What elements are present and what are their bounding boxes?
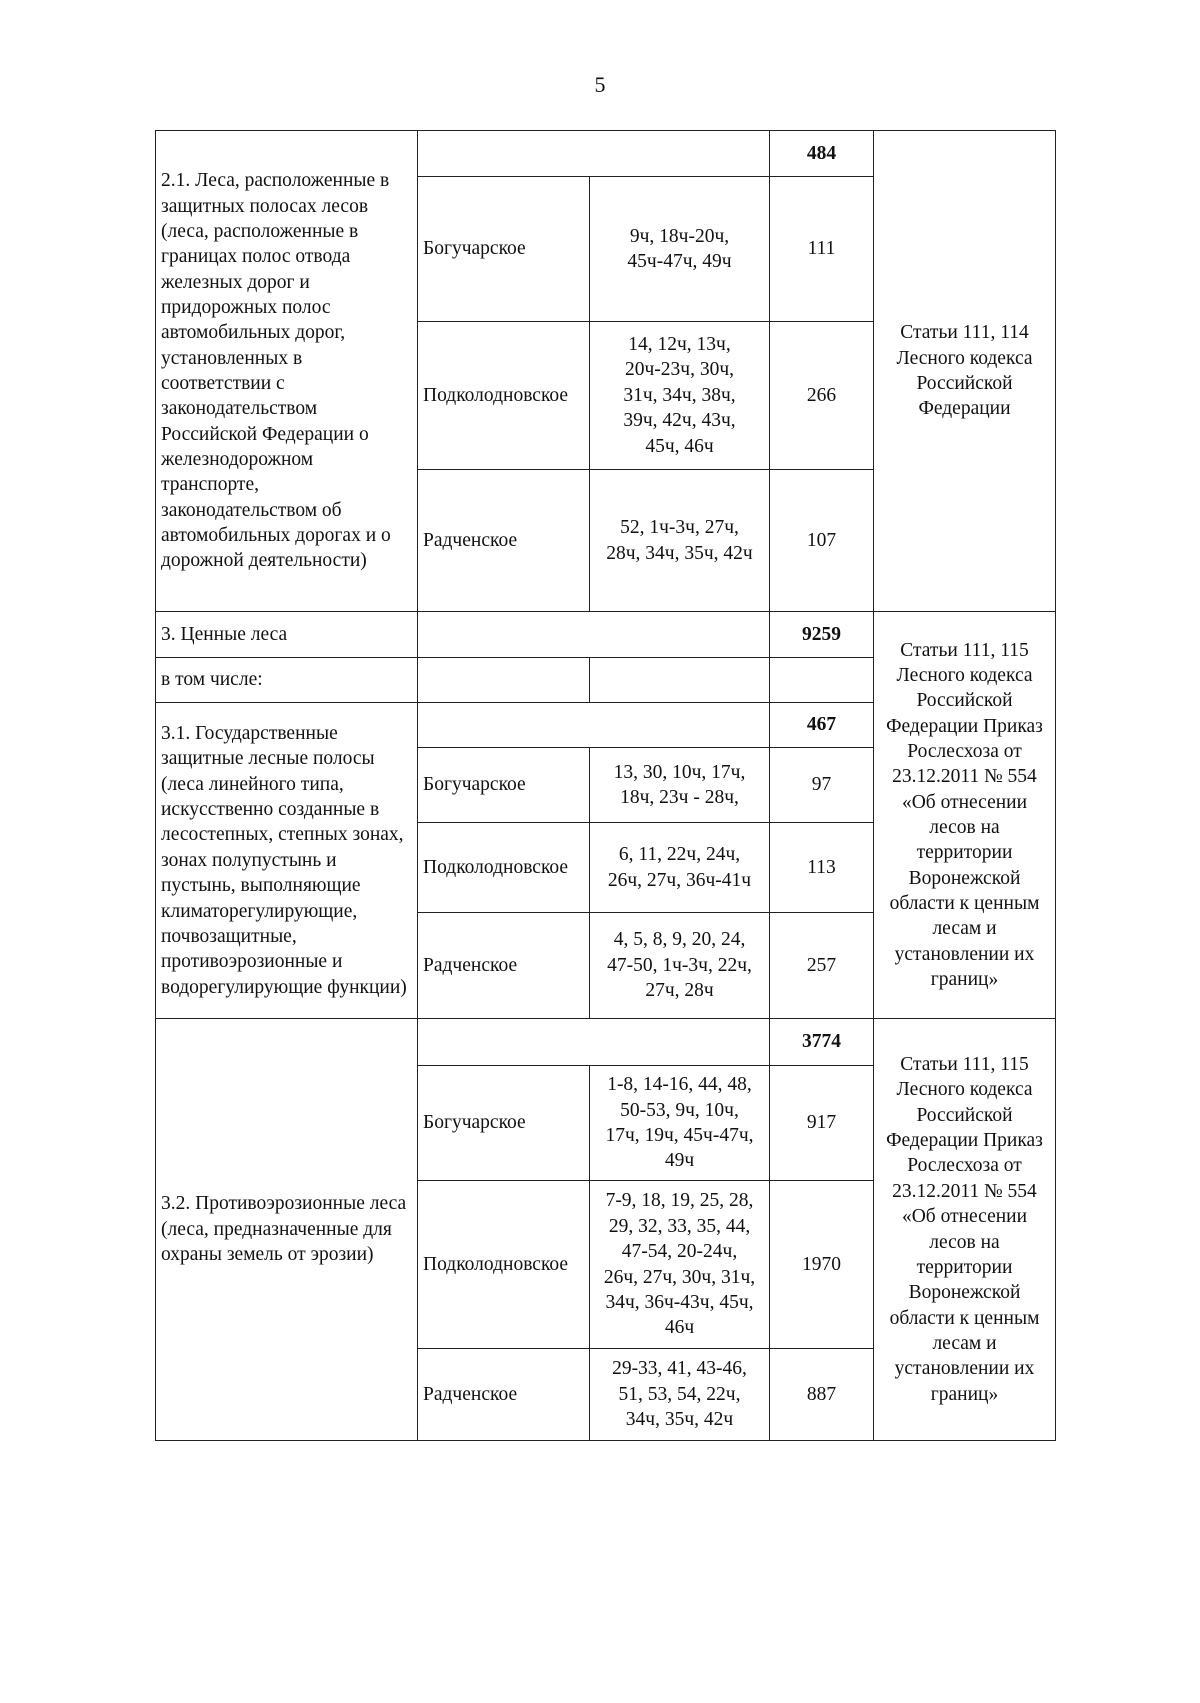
empty-cell bbox=[418, 658, 590, 703]
legal-basis-cell: Статьи 111, 115 Лесного кодекса Российской Федерации Приказ Рослесхоза от 23.12.2011 № 554 «Об отнесении лесов на территории Воронежской области к ценным лесам и установлении их границ» bbox=[874, 1019, 1056, 1441]
table-row bbox=[156, 131, 1056, 177]
area-cell: 1970 bbox=[770, 1181, 874, 1349]
area-cell: 97 bbox=[770, 748, 874, 823]
area-cell: 107 bbox=[770, 470, 874, 612]
quarters-cell: 4, 5, 8, 9, 20, 24, 47-50, 1ч-3ч, 22ч, 27ч, 28ч bbox=[590, 913, 770, 1019]
area-cell: 917 bbox=[770, 1066, 874, 1181]
forestry-cell: Богучарское bbox=[418, 1066, 590, 1181]
forestry-cell: Радченское bbox=[418, 913, 590, 1019]
quarters-cell: 6, 11, 22ч, 24ч, 26ч, 27ч, 36ч-41ч bbox=[590, 823, 770, 913]
quarters-cell: 14, 12ч, 13ч, 20ч-23ч, 30ч, 31ч, 34ч, 38ч, 39ч, 42ч, 43ч, 45ч, 46ч bbox=[590, 322, 770, 470]
legal-basis-cell: Статьи 111, 114 Лесного кодекса Российской Федерации bbox=[874, 131, 1056, 612]
category-cell: 3.2. Противоэрозионные леса (леса, предназначенные для охраны земель от эрозии) bbox=[156, 1019, 418, 1441]
total-area-cell: 3774 bbox=[770, 1019, 874, 1066]
quarters-cell: 1-8, 14-16, 44, 48, 50-53, 9ч, 10ч, 17ч, 19ч, 45ч-47ч, 49ч bbox=[590, 1066, 770, 1181]
page-number: 5 bbox=[594, 72, 606, 97]
forestry-cell: Подколодновское bbox=[418, 322, 590, 470]
area-cell: 113 bbox=[770, 823, 874, 913]
quarters-cell: 9ч, 18ч-20ч, 45ч-47ч, 49ч bbox=[590, 177, 770, 322]
forestry-cell: Подколодновское bbox=[418, 1181, 590, 1349]
empty-cell bbox=[590, 658, 770, 703]
table-row bbox=[156, 612, 1056, 658]
forestry-cell: Радченское bbox=[418, 470, 590, 612]
empty-cell bbox=[770, 658, 874, 703]
area-cell: 111 bbox=[770, 177, 874, 322]
quarters-cell: 13, 30, 10ч, 17ч, 18ч, 23ч - 28ч, bbox=[590, 748, 770, 823]
quarters-cell: 29-33, 41, 43-46, 51, 53, 54, 22ч, 34ч, 35ч, 42ч bbox=[590, 1349, 770, 1441]
total-area-cell: 467 bbox=[770, 703, 874, 748]
category-cell: 3.1. Государственные защитные лесные полосы (леса линейного типа, искусственно созданные в лесостепных, степных зонах, зонах полупустынь и пустынь, выполняющие климаторегулирующие, почвозащитные, противоэрозионные и водорегулирующие функции) bbox=[156, 703, 418, 1019]
forest-table bbox=[155, 130, 1056, 1441]
including-label: в том числе: bbox=[156, 658, 418, 703]
empty-cell bbox=[418, 131, 770, 177]
forestry-cell: Радченское bbox=[418, 1349, 590, 1441]
empty-cell bbox=[418, 1019, 770, 1066]
quarters-cell: 52, 1ч-3ч, 27ч, 28ч, 34ч, 35ч, 42ч bbox=[590, 470, 770, 612]
forestry-cell: Подколодновское bbox=[418, 823, 590, 913]
category-cell: 2.1. Леса, расположенные в защитных полосах лесов (леса, расположенные в границах полос отвода железных дорог и придорожных полос автомобильных дорог, установленных в соответствии с законодательством Российской Федерации о железнодорожном транспорте, законодательством об автомобильных дорогах и о дорожной деятельности) bbox=[156, 131, 418, 612]
forestry-cell: Богучарское bbox=[418, 748, 590, 823]
area-cell: 887 bbox=[770, 1349, 874, 1441]
empty-cell bbox=[418, 612, 770, 658]
total-area-cell: 9259 bbox=[770, 612, 874, 658]
empty-cell bbox=[418, 703, 770, 748]
forestry-cell: Богучарское bbox=[418, 177, 590, 322]
category-cell: 3. Ценные леса bbox=[156, 612, 418, 658]
area-cell: 266 bbox=[770, 322, 874, 470]
total-area-cell: 484 bbox=[770, 131, 874, 177]
table-row bbox=[156, 1019, 1056, 1066]
legal-basis-cell: Статьи 111, 115 Лесного кодекса Российской Федерации Приказ Рослесхоза от 23.12.2011 № 554 «Об отнесении лесов на территории Воронежской области к ценным лесам и установлении их границ» bbox=[874, 612, 1056, 1019]
quarters-cell: 7-9, 18, 19, 25, 28, 29, 32, 33, 35, 44, 47-54, 20-24ч, 26ч, 27ч, 30ч, 31ч, 34ч, 36ч-43ч, 45ч, 46ч bbox=[590, 1181, 770, 1349]
area-cell: 257 bbox=[770, 913, 874, 1019]
